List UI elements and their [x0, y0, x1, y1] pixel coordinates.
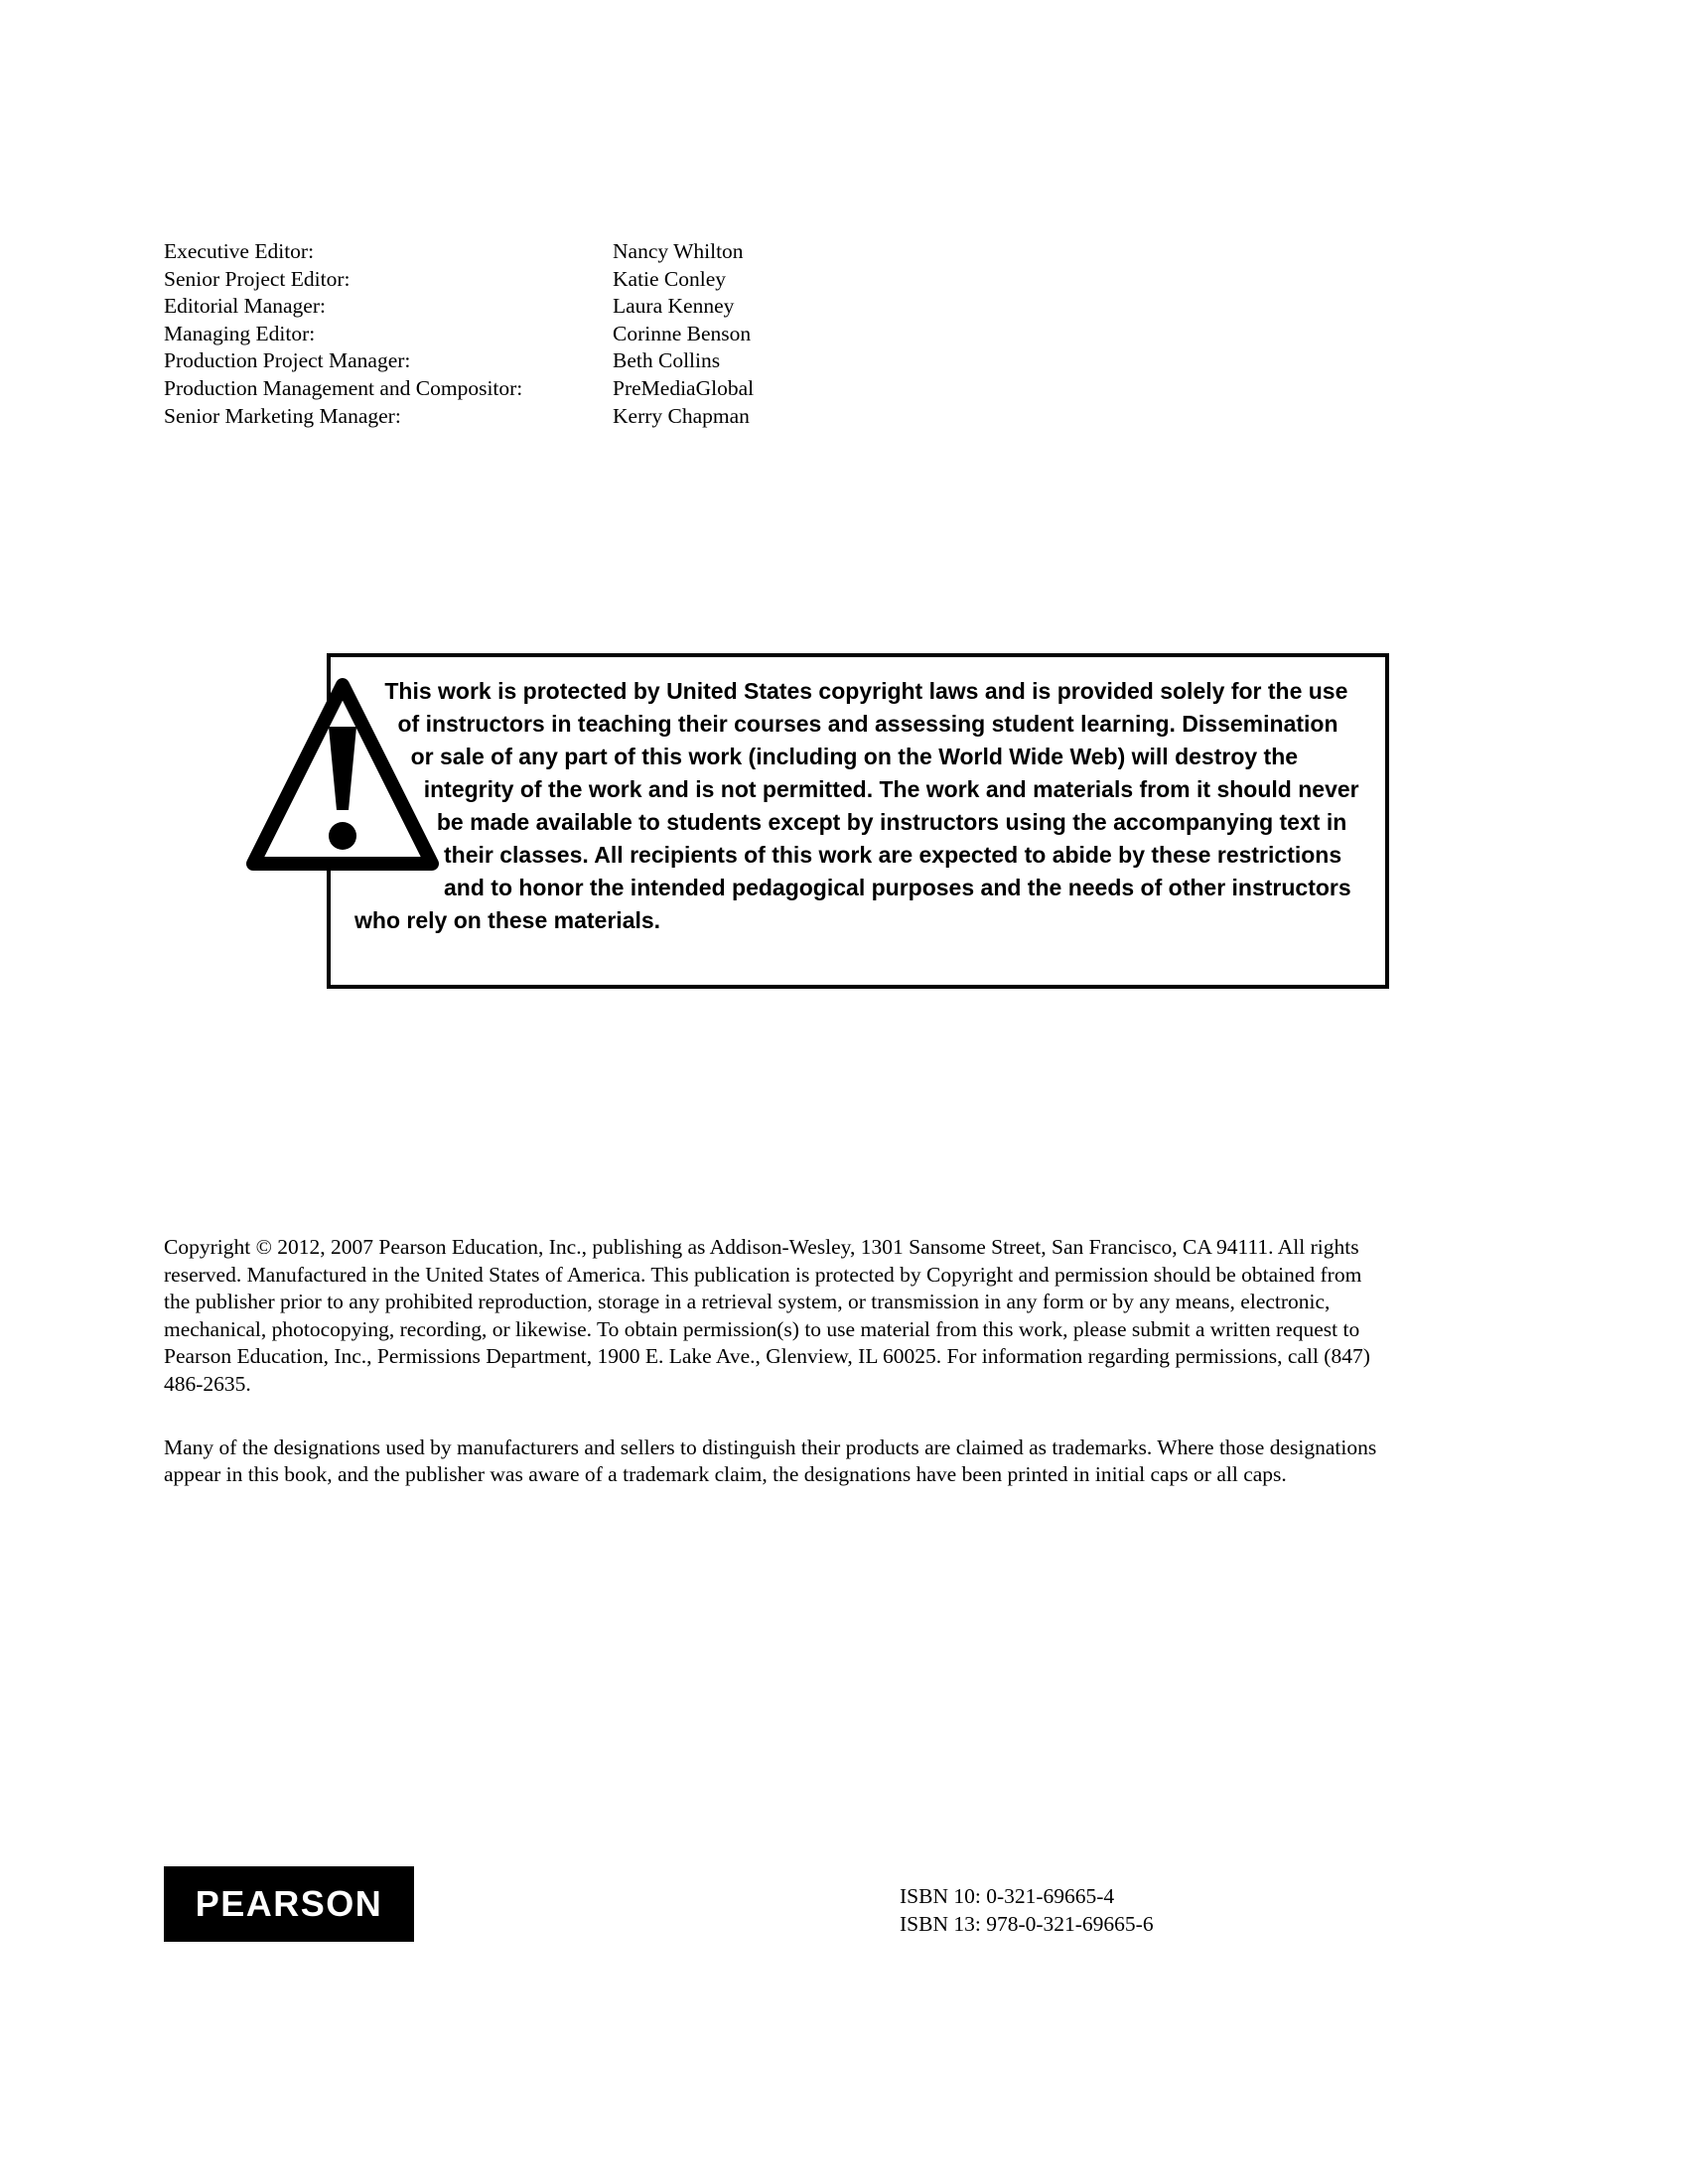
credit-label: Production Management and Compositor:	[164, 375, 523, 400]
credit-row	[164, 347, 754, 375]
credit-value: Laura Kenney	[613, 294, 735, 319]
credits-list	[164, 238, 754, 430]
credit-row	[164, 293, 754, 321]
credit-value: Corinne Benson	[613, 321, 752, 345]
credit-label: Executive Editor:	[164, 239, 315, 263]
copyright-paragraph: Copyright © 2012, 2007 Pearson Education, Inc., publishing as Addison-Wesley, 1301 Sansome Street, San Francisco, CA 94111. All rights reserved. Manufactured in the United States of America. This publication is protected by Copyright and permission should be obtained from the publisher prior to any prohibited reproduction, storage in a retrieval system, or transmission in any form or by any means, electronic, mechanical, photocopying, recording, or likewise. To obtain permission(s) to use material from this work, please submit a written request to Pearson Education, Inc., Permissions Department, 1900 E. Lake Ave., Glenview, IL 60025. For information regarding permissions, call (847) 486-2635.	[164, 1235, 1370, 1396]
pearson-logo	[164, 1866, 414, 1942]
credit-row	[164, 238, 754, 266]
credit-value: Kerry Chapman	[613, 403, 750, 428]
isbn-10: ISBN 10: 0-321-69665-4	[900, 1884, 1115, 1908]
credit-value: PreMediaGlobal	[613, 375, 755, 400]
legal-paragraphs	[164, 1234, 1387, 1525]
credit-label: Senior Marketing Manager:	[164, 403, 401, 428]
trademark-paragraph: Many of the designations used by manufacturers and sellers to distinguish their products are claimed as trademarks. Where those designations appear in this book, and the publisher was aware of a trademark claim, the designations have been printed in initial caps or all caps.	[164, 1434, 1377, 1487]
credit-value: Beth Collins	[613, 348, 721, 373]
credit-row	[164, 403, 754, 431]
credit-label: Editorial Manager:	[164, 294, 326, 319]
credit-label: Senior Project Editor:	[164, 266, 351, 291]
credit-row	[164, 321, 754, 348]
credit-row	[164, 266, 754, 294]
isbn-13: ISBN 13: 978-0-321-69665-6	[900, 1912, 1154, 1936]
isbn-block	[900, 1882, 1154, 1938]
warning-text: This work is protected by United States copyright laws and is provided solely for the use of instructors in teaching their courses and assessing student learning. Dissemination or sale of any part of this work (including on the World Wide Web) will destroy the integrity of the work and is not permitted. The work and materials from it should never be made available to students except by instructors using the accompanying text in their classes. All recipients of this work are expected to abide by these restrictions and to honor the intended pedagogical purposes and the needs of other instructors who rely on these materials.	[354, 678, 1359, 933]
credit-row	[164, 375, 754, 403]
credit-value: Katie Conley	[613, 266, 727, 291]
warning-triangle-icon	[243, 669, 442, 880]
credit-label: Managing Editor:	[164, 321, 316, 345]
copyright-warning-box	[327, 653, 1389, 989]
pearson-logo-text: PEARSON	[195, 1883, 383, 1924]
credit-value: Nancy Whilton	[613, 239, 744, 263]
credit-label: Production Project Manager:	[164, 348, 411, 373]
